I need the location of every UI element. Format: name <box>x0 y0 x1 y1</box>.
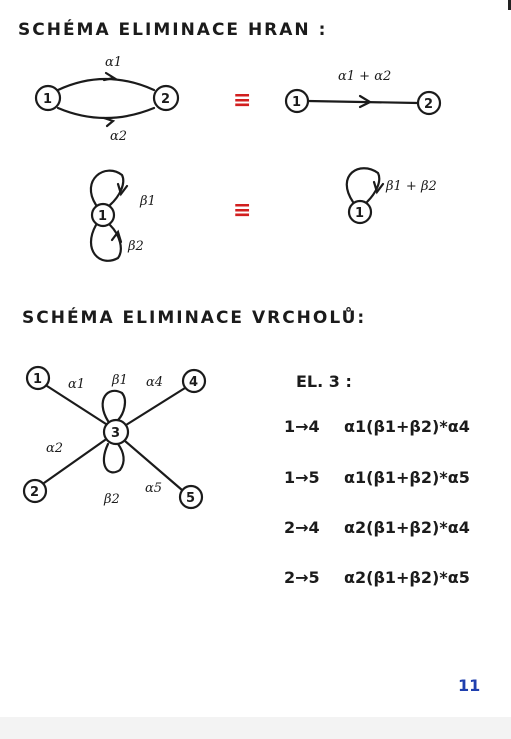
d1-equivalence-sign: ≡ <box>233 88 252 113</box>
d1-left-node-1-label: 1 <box>43 92 53 107</box>
elimination-row-path: 1→4 <box>284 417 320 436</box>
d1-bottom-edge-arrow <box>104 118 113 126</box>
d1-bottom-edge-label: α2 <box>110 129 128 144</box>
d2-bottom-loop-label: β2 <box>128 239 144 254</box>
elimination-row-formula: α2(β1+β2)*α5 <box>344 568 470 587</box>
d3-label-a1: α1 <box>68 377 86 392</box>
elimination-title: EL. 3 : <box>296 372 352 391</box>
d2-merged-loop-label: β1 + β2 <box>386 179 437 194</box>
d3-label-a4: α4 <box>146 375 164 390</box>
heading-vertex-elimination: SCHÉMA ELIMINACE VRCHOLŮ: <box>22 308 367 328</box>
elimination-row-formula: α1(β1+β2)*α4 <box>344 417 470 436</box>
d3-node-3-label: 3 <box>111 426 121 441</box>
d1-top-edge-arrow <box>104 73 114 80</box>
d3-node-1-label: 1 <box>33 372 43 387</box>
d1-bottom-edge <box>58 108 154 118</box>
d3-label-a5: α5 <box>145 481 163 496</box>
d1-right-node-2-label: 2 <box>424 97 434 112</box>
elimination-row-path: 1→5 <box>284 468 320 487</box>
elimination-row-path: 2→4 <box>284 518 320 537</box>
d1-merged-edge-label: α1 + α2 <box>338 69 392 84</box>
d2-top-loop-label: β1 <box>140 194 156 209</box>
d2-node-label: 1 <box>98 209 108 224</box>
d1-left-node-2-label: 2 <box>161 92 171 107</box>
elimination-row-formula: α1(β1+β2)*α5 <box>344 468 470 487</box>
heading-edge-elimination: SCHÉMA ELIMINACE HRAN : <box>18 20 328 40</box>
d3-node-2-label: 2 <box>30 485 40 500</box>
d2-bottom-loop <box>91 225 121 261</box>
d3-top-loop <box>103 391 125 421</box>
elimination-row-path: 2→5 <box>284 568 320 587</box>
elimination-row-formula: α2(β1+β2)*α4 <box>344 518 470 537</box>
d3-edge-3-4 <box>126 388 185 425</box>
d2-right-node-label: 1 <box>355 206 365 221</box>
d1-top-edge-label: α1 <box>105 55 123 70</box>
d1-right-node-1-label: 1 <box>292 95 302 110</box>
d3-label-b1: β1 <box>112 373 128 388</box>
d3-label-a2: α2 <box>46 441 64 456</box>
page-number: 11 <box>458 676 481 695</box>
d3-label-b2: β2 <box>104 492 120 507</box>
d2-equivalence-sign: ≡ <box>233 198 252 223</box>
d3-bottom-loop <box>104 444 124 472</box>
d1-merged-edge <box>308 101 418 103</box>
d3-node-4-label: 4 <box>189 375 199 390</box>
d3-node-5-label: 5 <box>186 491 196 506</box>
d2-bottom-loop-arrow <box>112 232 121 242</box>
